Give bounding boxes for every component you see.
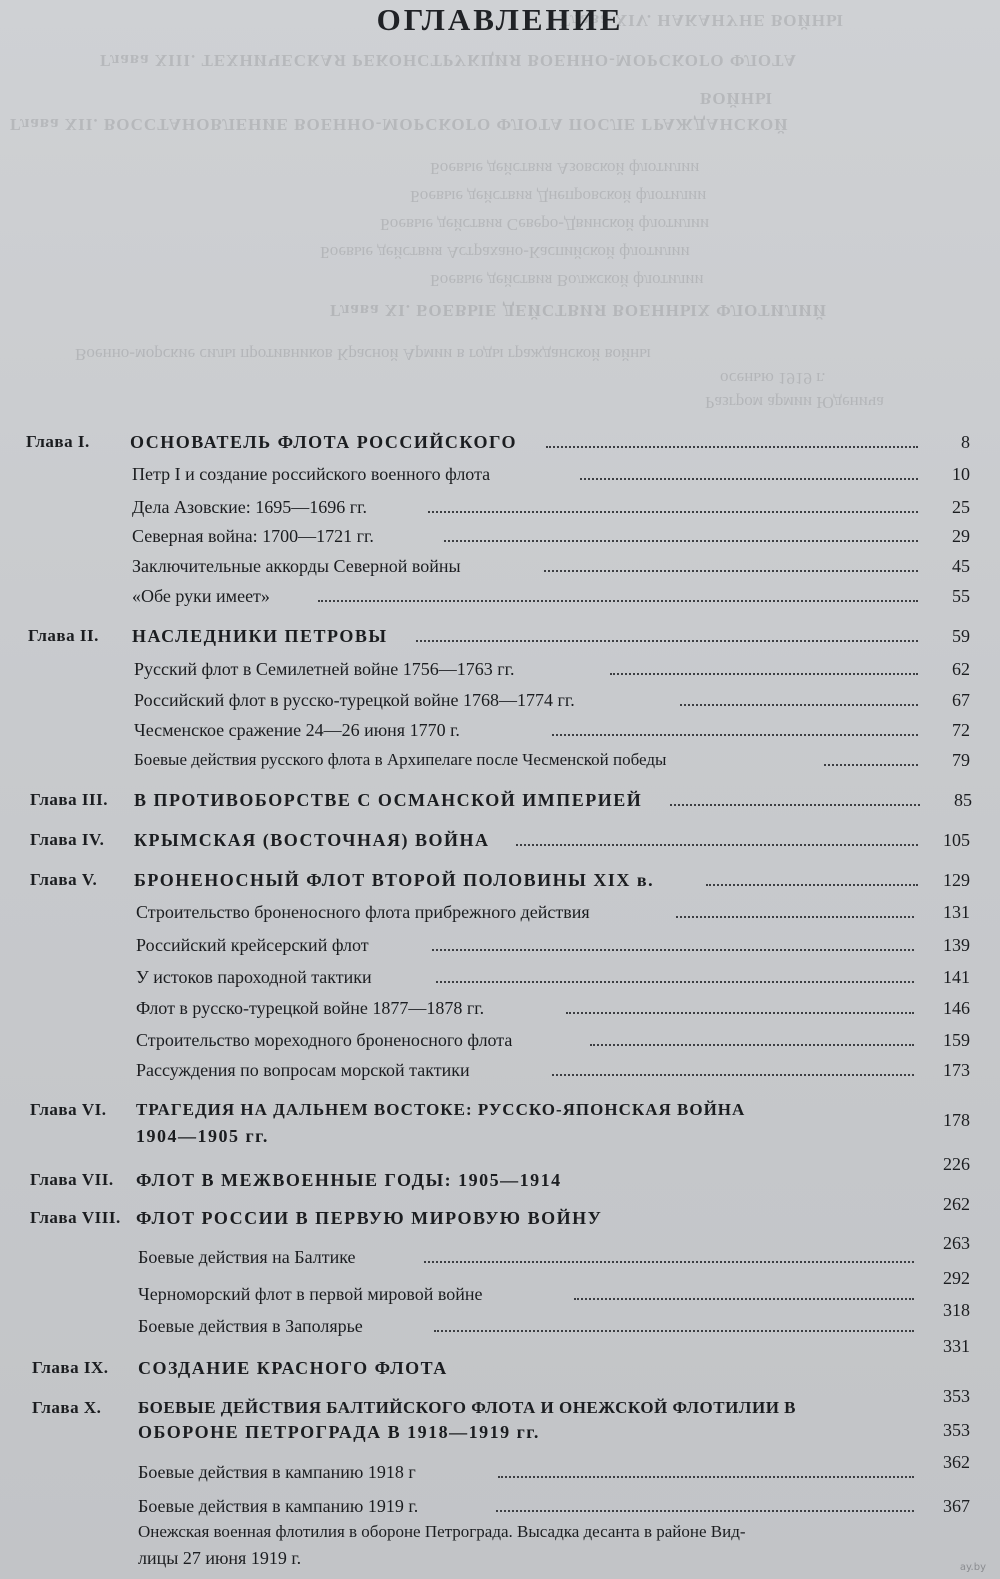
toc-section-row	[132, 586, 976, 612]
toc-chapter-row	[32, 1386, 976, 1454]
toc-chapter-row	[32, 1336, 976, 1384]
page-number: 45	[952, 556, 970, 576]
chapter-number: Глава III.	[30, 790, 108, 809]
page-number: 262	[943, 1194, 970, 1214]
dot-leader	[544, 570, 918, 572]
section-title: Петр I и создание российского военного флота	[132, 464, 491, 484]
toc-chapter-row	[30, 1100, 976, 1156]
bleed-line: Разгром армии Юденича	[705, 393, 884, 412]
toc-section-row	[136, 998, 976, 1024]
section-title-continued: лицы 27 июня 1919 г.	[138, 1548, 302, 1568]
section-title: Боевые действия на Балтике	[138, 1247, 356, 1267]
chapter-number: Глава I.	[26, 432, 90, 451]
toc-section-row	[138, 1268, 976, 1310]
toc-section-row	[136, 1060, 976, 1086]
section-title: Онежская военная флотилия в обороне Петрограда. Высадка десанта в районе Вид-	[138, 1522, 746, 1541]
page-number: 79	[952, 750, 970, 770]
page-number: 178	[943, 1110, 970, 1130]
dot-leader	[444, 540, 918, 542]
page-number: 10	[952, 464, 970, 484]
dot-leader	[580, 478, 918, 480]
chapter-title: КРЫМСКАЯ (ВОСТОЧНАЯ) ВОЙНА	[134, 830, 490, 850]
chapter-title: НАСЛЕДНИКИ ПЕТРОВЫ	[132, 626, 388, 646]
toc-section-row	[134, 659, 976, 685]
dot-leader	[546, 446, 918, 448]
page-number: 318	[943, 1300, 970, 1320]
page-number: 353	[943, 1420, 970, 1440]
bleed-line: Боевые действия Волжской флотилии	[430, 271, 704, 290]
bleed-line: ВОЙНЫ	[700, 89, 773, 108]
page-number: 8	[961, 432, 970, 452]
page-number: 29	[952, 526, 970, 546]
dot-leader	[680, 704, 918, 706]
section-title: Русский флот в Семилетней войне 1756—1763 гг.	[134, 659, 515, 679]
page-number: 72	[952, 720, 970, 740]
toc-section-row	[132, 556, 976, 582]
dot-leader	[574, 1298, 914, 1300]
page-number: 59	[952, 626, 970, 646]
chapter-title: ФЛОТ В МЕЖВОЕННЫЕ ГОДЫ: 1905—1914	[136, 1170, 562, 1190]
toc-chapter-row	[30, 1154, 976, 1196]
chapter-number: Глава X.	[32, 1398, 102, 1417]
chapter-title: БРОНЕНОСНЫЙ ФЛОТ ВТОРОЙ ПОЛОВИНЫ XIX в.	[134, 870, 655, 890]
dot-leader	[496, 1510, 914, 1512]
page-number: 362	[943, 1452, 970, 1472]
bleed-line: Глава XI. БОЕВЫЕ ДЕЙСТВИЯ ВОЕННЫХ ФЛОТИЛИЙ	[330, 301, 827, 320]
toc-chapter-row	[30, 830, 976, 856]
toc-section-row	[134, 720, 976, 746]
toc-section-row	[132, 497, 976, 523]
page-number: 146	[943, 998, 970, 1018]
chapter-number: Глава VII.	[30, 1170, 114, 1189]
bleed-line: Глава XIV. НАКАНУНЕ ВОЙНЫ	[560, 11, 844, 30]
watermark: ay.by	[959, 1562, 986, 1573]
dot-leader	[670, 804, 920, 806]
section-title: Боевые действия русского флота в Архипелаге после Чесменской победы	[134, 750, 667, 769]
bleed-line: Боевые действия Днепровской флотилии	[410, 187, 707, 206]
dot-leader	[428, 511, 918, 513]
chapter-title: ФЛОТ РОССИИ В ПЕРВУЮ МИРОВУЮ ВОЙНУ	[136, 1208, 603, 1228]
bleed-line: Глава XII. ВОССТАНОВЛЕНИЕ ВОЕННО-МОРСКОГО ФЛОТА ПОСЛЕ ГРАЖДАНСКОЙ	[10, 115, 789, 134]
dot-leader	[610, 673, 918, 675]
section-title: Чесменское сражение 24—26 июня 1770 г.	[134, 720, 460, 740]
section-title: Заключительные аккорды Северной войны	[132, 556, 461, 576]
page-number: 55	[952, 586, 970, 606]
dot-leader	[676, 916, 914, 918]
bleed-line: осенью 1919 г.	[720, 369, 826, 388]
page-number: 226	[943, 1154, 970, 1174]
dot-leader	[824, 764, 918, 766]
dot-leader	[590, 1044, 914, 1046]
chapter-title: ТРАГЕДИЯ НА ДАЛЬНЕМ ВОСТОКЕ: РУССКО-ЯПОНСКАЯ ВОЙНА	[136, 1100, 746, 1119]
dot-leader	[498, 1476, 914, 1478]
page-number: 62	[952, 659, 970, 679]
page-number: 367	[943, 1496, 970, 1516]
chapter-number: Глава II.	[28, 626, 99, 645]
chapter-title: БОЕВЫЕ ДЕЙСТВИЯ БАЛТИЙСКОГО ФЛОТА И ОНЕЖСКОЙ ФЛОТИЛИИ В	[138, 1398, 797, 1417]
chapter-number: Глава V.	[30, 870, 98, 889]
page-number: 173	[943, 1060, 970, 1080]
dot-leader	[432, 949, 914, 951]
toc-section-row	[134, 690, 976, 716]
dot-leader	[552, 734, 918, 736]
toc-section-row	[136, 967, 976, 993]
dot-leader	[416, 640, 918, 642]
section-title: У истоков пароходной тактики	[136, 967, 372, 987]
page-number: 292	[943, 1268, 970, 1288]
toc-chapter-row	[30, 1194, 976, 1234]
chapter-title: СОЗДАНИЕ КРАСНОГО ФЛОТА	[138, 1358, 448, 1378]
page-number: 105	[943, 830, 970, 850]
chapter-number: Глава VI.	[30, 1100, 107, 1119]
section-title: Черноморский флот в первой мировой войне	[138, 1284, 483, 1304]
bleed-line: Боевые действия Азовской флотилии	[430, 159, 700, 178]
section-title: Рассуждения по вопросам морской тактики	[136, 1060, 470, 1080]
bleed-line: Боевые действия Северо-Двинской флотилии	[380, 215, 710, 234]
chapter-title-continued: ОБОРОНЕ ПЕТРОГРАДА В 1918—1919 гг.	[138, 1422, 540, 1442]
chapter-title: В ПРОТИВОБОРСТВЕ С ОСМАНСКОЙ ИМПЕРИЕЙ	[134, 790, 643, 810]
bleed-line: Боевые действия Астрахано-Каспийской флотилии	[320, 243, 690, 262]
toc-section-row	[132, 464, 976, 490]
section-title: Флот в русско-турецкой войне 1877—1878 гг.	[136, 998, 485, 1018]
section-title: «Обе руки имеет»	[132, 586, 270, 606]
section-title: Боевые действия в кампанию 1918 г	[138, 1462, 416, 1482]
section-title: Российский крейсерский флот	[136, 935, 369, 955]
section-title: Северная война: 1700—1721 гг.	[132, 526, 374, 546]
toc-section-row	[136, 902, 976, 928]
dot-leader	[552, 1074, 914, 1076]
page-number: 85	[954, 790, 972, 810]
toc-section-row	[136, 935, 976, 961]
section-title: Строительство мореходного броненосного флота	[136, 1030, 513, 1050]
toc-chapter-row	[30, 870, 976, 896]
chapter-number: Глава IX.	[32, 1358, 109, 1377]
bleed-line: Военно-морские силы противников Красной Армии в годы гражданской войны	[75, 345, 651, 364]
chapter-title: ОСНОВАТЕЛЬ ФЛОТА РОССИЙСКОГО	[130, 432, 517, 452]
page-number: 141	[943, 967, 970, 987]
dot-leader	[516, 844, 918, 846]
section-title: Боевые действия в Заполярье	[138, 1316, 363, 1336]
dot-leader	[566, 1012, 914, 1014]
page-number: 129	[943, 870, 970, 890]
toc-section-row	[138, 1233, 976, 1273]
dot-leader	[434, 1330, 914, 1332]
section-title: Боевые действия в кампанию 1919 г.	[138, 1496, 419, 1516]
dot-leader	[436, 981, 914, 983]
section-title: Дела Азовские: 1695—1696 гг.	[132, 497, 367, 517]
toc-chapter-row	[26, 432, 976, 458]
bleed-line: Глава XIII. ТЕХНИЧЕСКАЯ РЕКОНСТРУКЦИЯ ВОЕННО-МОРСКОГО ФЛОТА	[100, 51, 797, 70]
chapter-number: Глава VIII.	[30, 1208, 121, 1227]
page-number: 331	[943, 1336, 970, 1356]
page-number: 67	[952, 690, 970, 710]
toc-section-row	[132, 526, 976, 552]
page-number: 25	[952, 497, 970, 517]
toc-chapter-row	[30, 790, 976, 816]
section-title: Строительство броненосного флота прибрежного действия	[136, 902, 590, 922]
dot-leader	[424, 1261, 914, 1263]
page-number: 159	[943, 1030, 970, 1050]
page-number: 353	[943, 1386, 970, 1406]
chapter-number: Глава IV.	[30, 830, 105, 849]
toc-chapter-row	[28, 626, 976, 652]
toc-section-row	[138, 1300, 976, 1342]
page-number: 139	[943, 935, 970, 955]
section-title: Российский флот в русско-турецкой войне 1768—1774 гг.	[134, 690, 575, 710]
dot-leader	[318, 600, 918, 602]
toc-section-row	[134, 750, 976, 776]
dot-leader	[706, 884, 918, 886]
page-title: ОГЛАВЛЕНИЕ	[376, 2, 624, 37]
chapter-title-continued: 1904—1905 гг.	[136, 1126, 269, 1146]
page-number: 263	[943, 1233, 970, 1253]
page-number: 131	[943, 902, 970, 922]
toc-section-row	[136, 1030, 976, 1056]
